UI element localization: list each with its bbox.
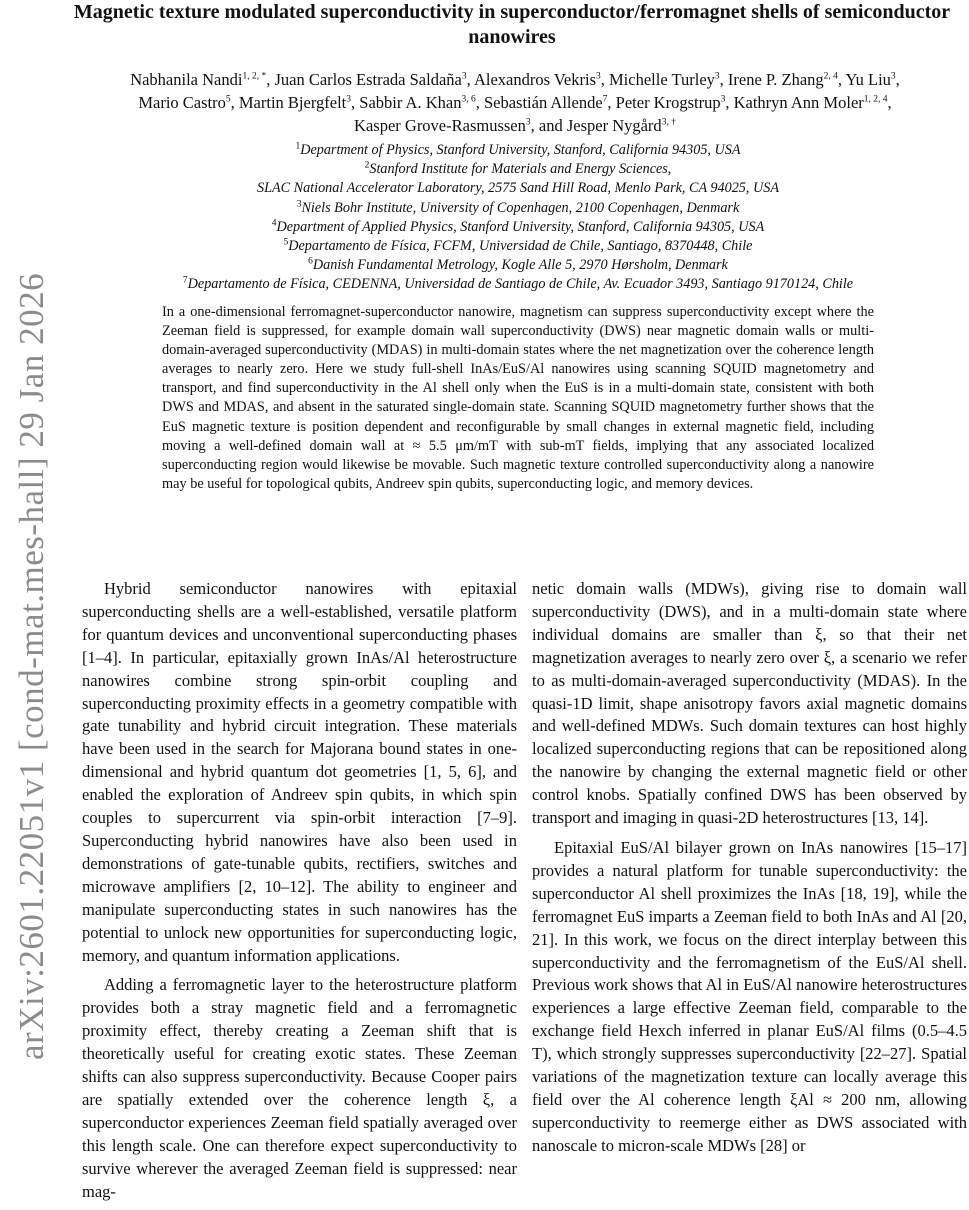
author-name: Mario Castro	[138, 93, 226, 112]
author-list: Nabhanila Nandi$^{1, 2, *}$, Juan Carlos Estrada Saldaña$^3$, Alexandros Vekris$^3$, Michelle Turley$^3$, Irene P. Zhang$^{2, 4}$, Yu Liu$^3$, Mario Castro$^5$, Martin Bjergfelt$^3$, Sabbir A. Khan$^{3, 6}$, Sebastián Allende$^7$, Peter Krogstrup$^3$, Kathryn Ann Moler$^{1, 2, 4}$, Kasper Grove-Rasmussen$^3$, and Jesper Nygård$^{3, \dagger}$	[130, 70, 900, 135]
affiliation-marker: 5	[283, 237, 289, 248]
affiliation-list	[78, 141, 958, 295]
author-name: Nabhanila Nandi	[130, 70, 243, 89]
author-affiliation-marker: 3	[596, 71, 601, 82]
affiliation	[78, 256, 958, 275]
affiliation-text: Department of Physics, Stanford University, Stanford, California 94305, USA	[300, 142, 741, 158]
author-name: Alexandros Vekris	[473, 70, 597, 89]
author-affiliation-marker: 3	[890, 71, 896, 82]
affiliation-text: Stanford Institute for Materials and Energy Sciences,	[369, 161, 672, 178]
body-column-left	[82, 578, 517, 1210]
author-name: Yu Liu	[845, 70, 891, 89]
author-affiliation-marker: 3	[714, 71, 720, 82]
body-column-right	[532, 578, 967, 1165]
affiliation-marker: 1	[295, 141, 301, 152]
affiliation	[78, 275, 958, 294]
paragraph: netic domain walls (MDWs), giving rise to domain wall superconductivity (DWS), and in a multi-domain state where individual domains are smaller than ξ, so that their net magnetization averages to nearly zero over ξ, a scenario we refer to as multi-domain-averaged superconductivity (MDAS). In the quasi-1D limit, shape anisotropy favors axial magnetic domains and well-defined MDWs. Such domain textures can host highly localized superconducting regions that can be repositioned along the nanowire by changing the external magnetic field or other control knobs. Spatially confined DWS has been observed by transport and imaging in quasi-2D heterostructures [13, 14].	[532, 579, 967, 828]
author-affiliation-marker: 3	[720, 94, 726, 105]
author-affiliation-marker: 3, 6	[461, 94, 476, 105]
author-affiliation-marker: 3	[525, 117, 531, 128]
author-name: Sabbir A. Khan	[359, 93, 462, 112]
author-affiliation-marker: 1, 2, 4	[863, 94, 888, 105]
author-affiliation-marker: 5	[225, 94, 231, 105]
affiliation-marker: 7	[182, 275, 188, 286]
affiliation-marker: 2	[364, 160, 370, 171]
author-name: Peter Krogstrup	[615, 93, 721, 112]
affiliation-text: Departamento de Física, CEDENNA, Universidad de Santiago de Chile, Av. Ecuador 3493, Santiago 9170124, Chile	[187, 276, 854, 293]
affiliation-text: Departamento de Física, FCFM, Universidad de Chile, Santiago, 8370448, Chile	[288, 238, 753, 255]
abstract: In a one-dimensional ferromagnet-superconductor nanowire, magnetism can suppress superconductivity except where the Zeeman field is suppressed, for example domain wall superconductivity (DWS) near magnetic domain walls or multi-domain-averaged superconductivity (MDAS) in multi-domain states where the net magnetization over the coherence length averages to nearly zero. Here we study full-shell InAs/EuS/Al nanowires using scanning SQUID magnetometry and transport, and find superconductivity in the Al shell only when the EuS is in a multi-domain state, consistent with both DWS and MDAS, and absent in the saturated single-domain state. Scanning SQUID magnetometry further shows that the EuS magnetic texture is position dependent and reconfigurable by small changes in external magnetic field, including moving a well-defined domain wall at ≈ 5.5 μm/mT with sub-mT fields, implying that any associated localized superconducting region would likewise be movable. Such magnetic texture controlled superconductivity along a nanowire may be useful for topological qubits, Andreev spin qubits, superconducting logic, and memory devices.	[162, 304, 874, 492]
author-name: Sebastián Allende	[483, 93, 603, 112]
author-affiliation-marker: 3	[346, 94, 352, 105]
affiliation-text: Department of Applied Physics, Stanford University, Stanford, California 94305, USA	[276, 218, 765, 235]
author-name: Juan Carlos Estrada Saldaña	[274, 70, 462, 89]
paragraph: Hybrid semiconductor nanowires with epitaxial superconducting shells are a well-established, versatile platform for quantum devices and unconventional superconducting phases [1–4]. In particular, epitaxially grown InAs/Al heterostructure nanowires combine strong spin-orbit coupling and superconducting proximity effects in a geometry compatible with gate tunability and hybrid circuit integration. These materials have been used in the search for Majorana bound states in one-dimensional and hybrid quantum dot geometries [1, 5, 6], and enabled the exploration of Andreev spin qubits, in which spin couples to supercurrent via spin-orbit interaction [7–9]. Superconducting hybrid nanowires have also been used in demonstrations of gate-tunable qubits, rectifiers, switches and microwave amplifiers [2, 10–12]. The ability to engineer and manipulate superconducting states in such nanowires has the potential to unlock new opportunities for superconducting logic, memory, and quantum information applications.	[82, 579, 517, 965]
affiliation	[78, 141, 958, 160]
author-affiliation-marker: 2, 4	[823, 71, 838, 82]
affiliation	[78, 199, 958, 218]
affiliation-marker: 3	[296, 198, 302, 209]
affiliation	[78, 237, 958, 256]
author-name: Kasper Grove-Rasmussen	[354, 116, 526, 135]
arxiv-identifier: arXiv:2601.22051v1 [cond-mat.mes-hall] 29 Jan 2026	[12, 272, 51, 1060]
affiliation-marker: 4	[271, 218, 277, 229]
paragraph: Epitaxial EuS/Al bilayer grown on InAs nanowires [15–17] provides a natural platform for tunable superconductivity: the superconductor Al shell proximizes the InAs [18, 19], while the ferromagnet EuS imparts a Zeeman field to both InAs and Al [20, 21]. In this work, we focus on the direct interplay between this superconductivity and the ferromagnetism of the EuS/Al shell. Previous work shows that Al in EuS/Al nanowire heterostructures experiences a large effective Zeeman field, comparable to the exchange field Hexch inferred in planar EuS/Al films (0.5–4.5 T), which strongly suppresses superconductivity [22–27]. Spatial variations of the magnetization texture can locally average this field over the Al coherence length ξAl ≈ 200 nm, allowing superconductivity to reemerge either as DWS associated with nanoscale to micron-scale MDWs [28] or	[532, 837, 967, 1155]
affiliation	[78, 179, 958, 198]
affiliation	[78, 160, 958, 179]
author-affiliation-marker: 1, 2, *	[242, 71, 267, 82]
author-name: Martin Bjergfelt	[238, 93, 347, 112]
affiliation-text: Danish Fundamental Metrology, Kogle Alle 5, 2970 Hørsholm, Denmark	[312, 257, 728, 274]
author-name: Irene P. Zhang	[727, 70, 824, 89]
author-name: Michelle Turley	[609, 70, 715, 89]
author-affiliation-marker: 3	[461, 71, 467, 82]
author-affiliation-marker: 7	[602, 94, 608, 105]
paragraph: Adding a ferromagnetic layer to the heterostructure platform provides both a stray magnetic field and a ferromagnetic proximity effect, thereby creating a Zeeman shift that is theoretically useful for creating exotic states. These Zeeman shifts can also suppress superconductivity. Because Cooper pairs are spatially extended over the coherence length ξ, a superconductor experiences Zeeman field spatially averaged over this length scale. One can therefore expect superconductivity to survive wherever the averaged Zeeman field is suppressed: near mag-	[82, 975, 517, 1201]
affiliation-text: Niels Bohr Institute, University of Copenhagen, 2100 Copenhagen, Denmark	[301, 199, 740, 216]
author-name: Kathryn Ann Moler	[733, 93, 864, 112]
author-name: and Jesper Nygård	[538, 116, 662, 135]
affiliation-marker: 6	[308, 256, 313, 267]
paper-title: Magnetic texture modulated superconductivity in superconductor/ferromagnet shells of semiconductor nanowires	[73, 1, 951, 48]
author-affiliation-marker: 3, †	[661, 117, 676, 128]
affiliation-text: SLAC National Accelerator Laboratory, 2575 Sand Hill Road, Menlo Park, CA 94025, USA	[256, 180, 780, 197]
affiliation	[78, 218, 958, 237]
